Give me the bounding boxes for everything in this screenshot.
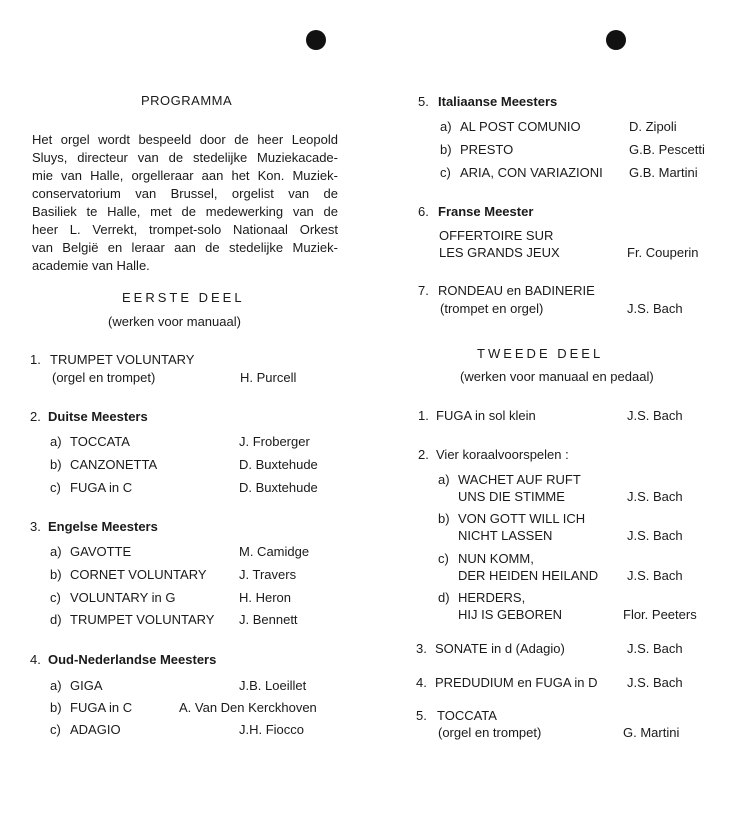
item-composer: G. Martini	[623, 725, 680, 740]
item-composer: G.B. Martini	[629, 165, 698, 180]
item-composer: J.S. Bach	[627, 675, 683, 690]
item-composer: J.S. Bach	[627, 528, 683, 543]
intro-line: conservatorium van Brussel, orgelist van de	[32, 186, 338, 201]
item-title: CANZONETTA	[70, 457, 158, 472]
item-title: WACHET AUF RUFT	[458, 472, 581, 487]
item-title: PRESTO	[460, 142, 514, 157]
item-composer: A. Van Den Kerckhoven	[179, 700, 317, 715]
item-title: TOCCATA	[70, 434, 130, 449]
part1-title: EERSTE DEEL	[122, 290, 245, 305]
item-composer: J. Travers	[239, 567, 297, 582]
section-heading: Engelse Meesters	[48, 519, 158, 534]
section-number: 4.	[30, 652, 41, 667]
item-title: TRUMPET VOLUNTARY	[50, 352, 195, 367]
item-letter: b)	[50, 567, 62, 582]
item-letter: b)	[440, 142, 452, 157]
item-number: 1.	[418, 408, 429, 423]
part2-subtitle: (werken voor manuaal en pedaal)	[460, 369, 654, 384]
item-number: 3.	[416, 641, 427, 656]
item-composer: M. Camidge	[239, 544, 310, 559]
item-title: GIGA	[70, 678, 103, 693]
item-letter: a)	[440, 119, 452, 134]
item-letter: a)	[50, 434, 62, 449]
item-number: 7.	[418, 283, 429, 298]
item-title: ADAGIO	[70, 722, 121, 737]
item-letter: c)	[50, 480, 61, 495]
item-subtitle: (trompet en orgel)	[440, 301, 544, 316]
intro-line: van België en leraar aan de stedelijke Muziek-	[32, 240, 338, 255]
item-title-line2: DER HEIDEN HEILAND	[458, 568, 599, 583]
item-title: NUN KOMM,	[458, 551, 534, 566]
page-title: PROGRAMMA	[141, 93, 233, 108]
item-letter: c)	[50, 722, 61, 737]
item-composer: D. Buxtehude	[239, 457, 318, 472]
item-composer: J.S. Bach	[627, 568, 683, 583]
item-title: GAVOTTE	[70, 544, 132, 559]
item-composer: H. Heron	[239, 590, 292, 605]
item-composer: Flor. Peeters	[623, 607, 697, 622]
item-composer: D. Buxtehude	[239, 480, 318, 495]
item-number: 1.	[30, 352, 41, 367]
punch-hole-left	[306, 30, 326, 50]
item-composer: J. Bennett	[239, 612, 298, 627]
section-number: 5.	[418, 94, 429, 109]
item-composer: J. Froberger	[239, 434, 310, 449]
item-number: 5.	[416, 708, 427, 723]
intro-line: mie van Halle, orgelleraar aan het Kon. Muziek-	[32, 168, 338, 183]
intro-paragraph	[32, 131, 338, 275]
item-letter: b)	[438, 511, 450, 526]
item-composer: H. Purcell	[240, 370, 297, 385]
item-title: RONDEAU en BADINERIE	[438, 283, 595, 298]
item-title: CORNET VOLUNTARY	[70, 567, 207, 582]
item-title: VOLUNTARY in G	[70, 590, 176, 605]
item-title-line2: NICHT LASSEN	[458, 528, 553, 543]
intro-line: Sluys, directeur van de stedelijke Muziekacade-	[32, 150, 338, 165]
item-title: FUGA in sol klein	[436, 408, 536, 423]
item-letter: a)	[50, 678, 62, 693]
item-composer: J.S. Bach	[627, 301, 683, 316]
part2-title: TWEEDE DEEL	[477, 346, 604, 361]
section-heading: Oud-Nederlandse Meesters	[48, 652, 217, 667]
item-composer: D. Zipoli	[629, 119, 677, 134]
item-title: HERDERS,	[458, 590, 526, 605]
item-letter: d)	[50, 612, 62, 627]
item-letter: a)	[438, 472, 450, 487]
item-title: TRUMPET VOLUNTARY	[70, 612, 215, 627]
item-title: OFFERTOIRE SUR	[439, 228, 554, 243]
item-title: SONATE in d (Adagio)	[435, 641, 565, 656]
item-composer: J.S. Bach	[627, 489, 683, 504]
item-title-line2: HIJ IS GEBOREN	[458, 607, 563, 622]
item-title: TOCCATA	[437, 708, 497, 723]
item-composer: Fr. Couperin	[627, 245, 699, 260]
item-composer: J.B. Loeillet	[239, 678, 307, 693]
punch-hole-right	[606, 30, 626, 50]
item-title: FUGA in C	[70, 480, 133, 495]
item-title: ARIA, CON VARIAZIONI	[460, 165, 603, 180]
item-composer: J.S. Bach	[627, 641, 683, 656]
item-letter: a)	[50, 544, 62, 559]
item-letter: c)	[438, 551, 449, 566]
item-subtitle: (orgel en trompet)	[438, 725, 542, 740]
item-composer: G.B. Pescetti	[629, 142, 705, 157]
item-number: 4.	[416, 675, 427, 690]
item-letter: d)	[438, 590, 450, 605]
section-heading: Duitse Meesters	[48, 409, 148, 424]
section-number: 2.	[30, 409, 41, 424]
section-number: 3.	[30, 519, 41, 534]
item-title: VON GOTT WILL ICH	[458, 511, 586, 526]
item-title: PREDUDIUM en FUGA in D	[435, 675, 598, 690]
item-title-line2: UNS DIE STIMME	[458, 489, 565, 504]
intro-line: academie van Halle.	[32, 258, 150, 273]
item-letter: b)	[50, 457, 62, 472]
section-number: 2.	[418, 447, 429, 462]
item-letter: c)	[440, 165, 451, 180]
item-title: FUGA in C	[70, 700, 133, 715]
section-heading: Vier koraalvoorspelen :	[436, 447, 569, 462]
section-heading: Franse Meester	[438, 204, 534, 219]
part1-subtitle: (werken voor manuaal)	[108, 314, 241, 329]
item-letter: b)	[50, 700, 62, 715]
section-number: 6.	[418, 204, 429, 219]
item-composer: J.H. Fiocco	[239, 722, 305, 737]
item-composer: J.S. Bach	[627, 408, 683, 423]
item-letter: c)	[50, 590, 61, 605]
item-title: AL POST COMUNIO	[460, 119, 581, 134]
item-title-line2: LES GRANDS JEUX	[439, 245, 560, 260]
intro-line: heer L. Verrekt, trompet-solo Nationaal Orkest	[32, 222, 338, 237]
item-subtitle: (orgel en trompet)	[52, 370, 156, 385]
intro-line: Het orgel wordt bespeeld door de heer Leopold	[32, 132, 338, 147]
section-heading: Italiaanse Meesters	[438, 94, 558, 109]
intro-line: Basiliek te Halle, met de medewerking van de	[32, 204, 338, 219]
